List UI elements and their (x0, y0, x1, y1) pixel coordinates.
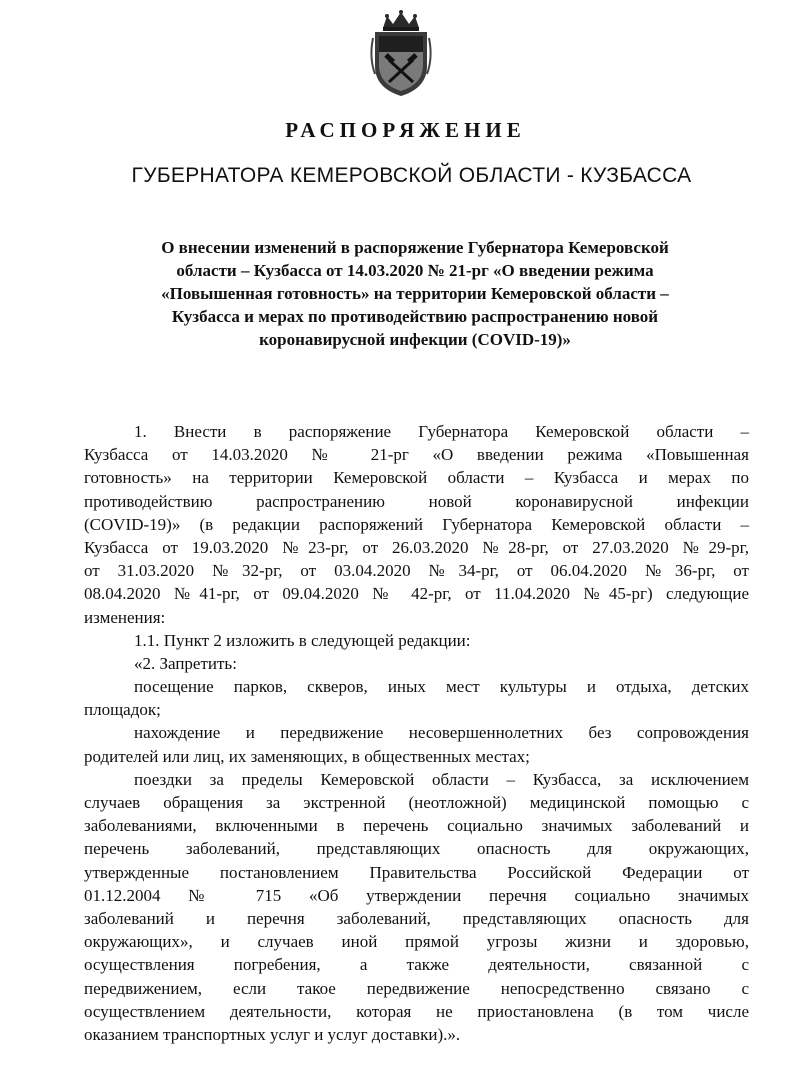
body-line: посещение парков, скверов, иных мест культуры и отдыха, детских (134, 677, 749, 697)
body-line: нахождение и передвижение несовершеннолетних без сопровождения (134, 723, 749, 743)
body-line: перечень заболеваний, представляющих опасность для окружающих, (84, 839, 749, 859)
coat-of-arms-icon (369, 8, 433, 100)
body-line: противодействию распространению новой коронавирусной инфекции (84, 491, 749, 511)
body-line: заболеваний и перечня заболеваний, представляющих опасность для (84, 908, 749, 928)
document-subject (105, 236, 725, 351)
body-line: готовность» на территории Кемеровской области – Кузбасса и мерах по (84, 468, 749, 488)
body-line: изменения: (84, 607, 166, 627)
document-body (84, 420, 749, 1046)
body-line: осуществления погребения, а также деятельности, связанной с (84, 955, 749, 975)
body-line: Кузбасса от 19.03.2020 №23-рг, от 26.03.2020 №28-рг, от 27.03.2020 №29-рг, (84, 537, 749, 557)
issuer-heading: ГУБЕРНАТОРА КЕМЕРОВСКОЙ ОБЛАСТИ - КУЗБАССА (131, 164, 692, 187)
subject-line: коронавирусной инфекции (COVID-19)» (259, 330, 571, 349)
body-line: передвижением, если такое передвижение непосредственно связано с (84, 978, 749, 998)
body-line: окружающих», и случаев иной прямой угрозы жизни и здоровью, (84, 932, 749, 952)
body-line: 01.12.2004 № 715 «Об утверждении перечня социально значимых (84, 885, 749, 905)
body-line: утвержденные постановлением Правительства Российской Федерации от (84, 862, 749, 882)
body-line: 08.04.2020 №41-рг, от 09.04.2020 № 42-рг, от 11.04.2020 №45-рг) следующие (84, 584, 749, 604)
body-line: «2. Запретить: (134, 653, 237, 673)
body-line: (COVID-19)» (в редакции распоряжений Губернатора Кемеровской области – (84, 514, 749, 534)
body-line: от 31.03.2020 №32-рг, от 03.04.2020 №34-рг, от 06.04.2020 №36-рг, от (84, 561, 749, 581)
body-line: 1.1. Пункт 2 изложить в следующей редакции: (134, 630, 471, 650)
body-line: осуществлением деятельности, которая не приостановлена (в том числе (84, 1001, 749, 1021)
subject-line: Кузбасса и мерах по противодействию распространению новой (171, 307, 659, 326)
document-type-heading: РАСПОРЯЖЕНИЕ (285, 118, 526, 142)
subject-line: О внесении изменений в распоряжение Губернатора Кемеровской (161, 238, 669, 257)
body-line: площадок; (84, 700, 161, 720)
body-line: случаев обращения за экстренной (неотложной) медицинской помощью с (84, 793, 749, 812)
body-line: Кузбасса от 14.03.2020 № 21-рг «О введении режима «Повышенная (84, 445, 749, 465)
body-line: поездки за пределы Кемеровской области – Кузбасса, за исключением (134, 769, 749, 789)
subject-line: «Повышенная готовность» на территории Кемеровской области – (161, 284, 669, 303)
body-line: родителей или лиц, их заменяющих, в общественных местах; (84, 746, 530, 766)
body-line: 1. Внести в распоряжение Губернатора Кемеровской области – (134, 422, 749, 441)
subject-line: области – Кузбасса от 14.03.2020 № 21-рг «О введении режима (176, 261, 654, 280)
body-line: заболеваниями, включенными в перечень социально значимых заболеваний и (84, 816, 749, 836)
body-line: оказанием транспортных услуг и услуг доставки).». (84, 1024, 461, 1044)
